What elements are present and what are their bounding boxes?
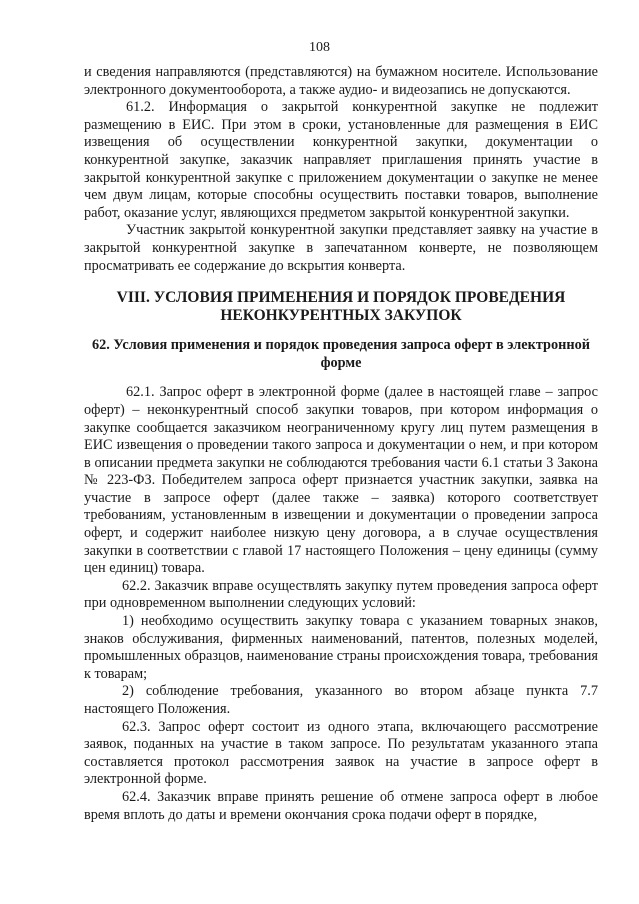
- paragraph-62-2: 62.2. Заказчик вправе осуществлять закупку путем проведения запроса оферт при одновременном выполнении следующих условий:: [84, 577, 598, 612]
- list-item-2: 2) соблюдение требования, указанного во втором абзаце пункта 7.7 настоящего Положения.: [84, 683, 598, 717]
- paragraph-62-4: 62.4. Заказчик вправе принять решение об отмене запроса оферт в любое время вплоть до даты и времени окончания срока подачи оферт в порядке,: [84, 788, 598, 823]
- chapter-title: VIII. УСЛОВИЯ ПРИМЕНЕНИЯ И ПОРЯДОК ПРОВЕДЕНИЯ НЕКОНКУРЕНТНЫХ ЗАКУПОК: [116, 289, 566, 325]
- page-number: 108: [309, 40, 330, 55]
- paragraph-62-1: 62.1. Запрос оферт в электронной форме (далее в настоящей главе – запрос оферт) – неконкурентный способ закупки товаров, при котором информация о закупке сообщается заказчиком неограниченному кругу лиц путем размещения в ЕИС извещения о проведении такого запроса и документации о нем, и при котором в описании предмета закупки не соблюдаются требования части 6.1 статьи 3 Закона № 223-ФЗ. Победителем запроса оферт признается участник закупки, заявка на участие в запросе оферт (далее также – заявка) которого соответствует требованиям, установленным в извещении и документации о проведении запроса оферт, и содержит наиболее низкую цену договора, а в случае осуществления закупки в соответствии с главой 17 настоящего Положения – цену единицы (сумму цен единиц) товара.: [84, 384, 598, 577]
- paragraph-participant: Участник закрытой конкурентной закупки представляет заявку на участие в закрытой конкурентной закупке в запечатанном конверте, не позволяющем просматривать ее содержание до вскрытия конверта.: [84, 222, 598, 274]
- section-title: 62. Условия применения и порядок проведения запроса оферт в электронной форме: [91, 337, 590, 371]
- paragraph-continuation: и сведения направляются (представляются) на бумажном носителе. Использование электронного документооборота, а также аудио- и видеозапись не допускаются.: [84, 64, 598, 98]
- list-item-1: 1) необходимо осуществить закупку товара с указанием товарных знаков, знаков обслуживания, фирменных наименований, патентов, полезных моделей, промышленных образцов, наименование страны происхождения товара, требования к товарам;: [84, 613, 598, 682]
- paragraph-61-2: 61.2. Информация о закрытой конкурентной закупке не подлежит размещению в ЕИС. При этом в сроки, установленные для размещения в ЕИС извещения об осуществлении конкурентной закупки, документации о конкурентной закупке, заказчик направляет приглашения принять участие в закрытой конкурентной закупке с приложением документации о закупке не менее чем двум лицам, которые способны осуществить поставки товаров, выполнение работ, оказание услуг, являющихся предметом закрытой конкурентной закупки.: [84, 99, 598, 221]
- paragraph-62-3: 62.3. Запрос оферт состоит из одного этапа, включающего рассмотрение заявок, поданных на участие в таком запросе. По результатам указанного этапа составляется протокол рассмотрения заявок на участие в запросе оферт в электронной форме.: [84, 718, 598, 788]
- document-body: [84, 64, 598, 824]
